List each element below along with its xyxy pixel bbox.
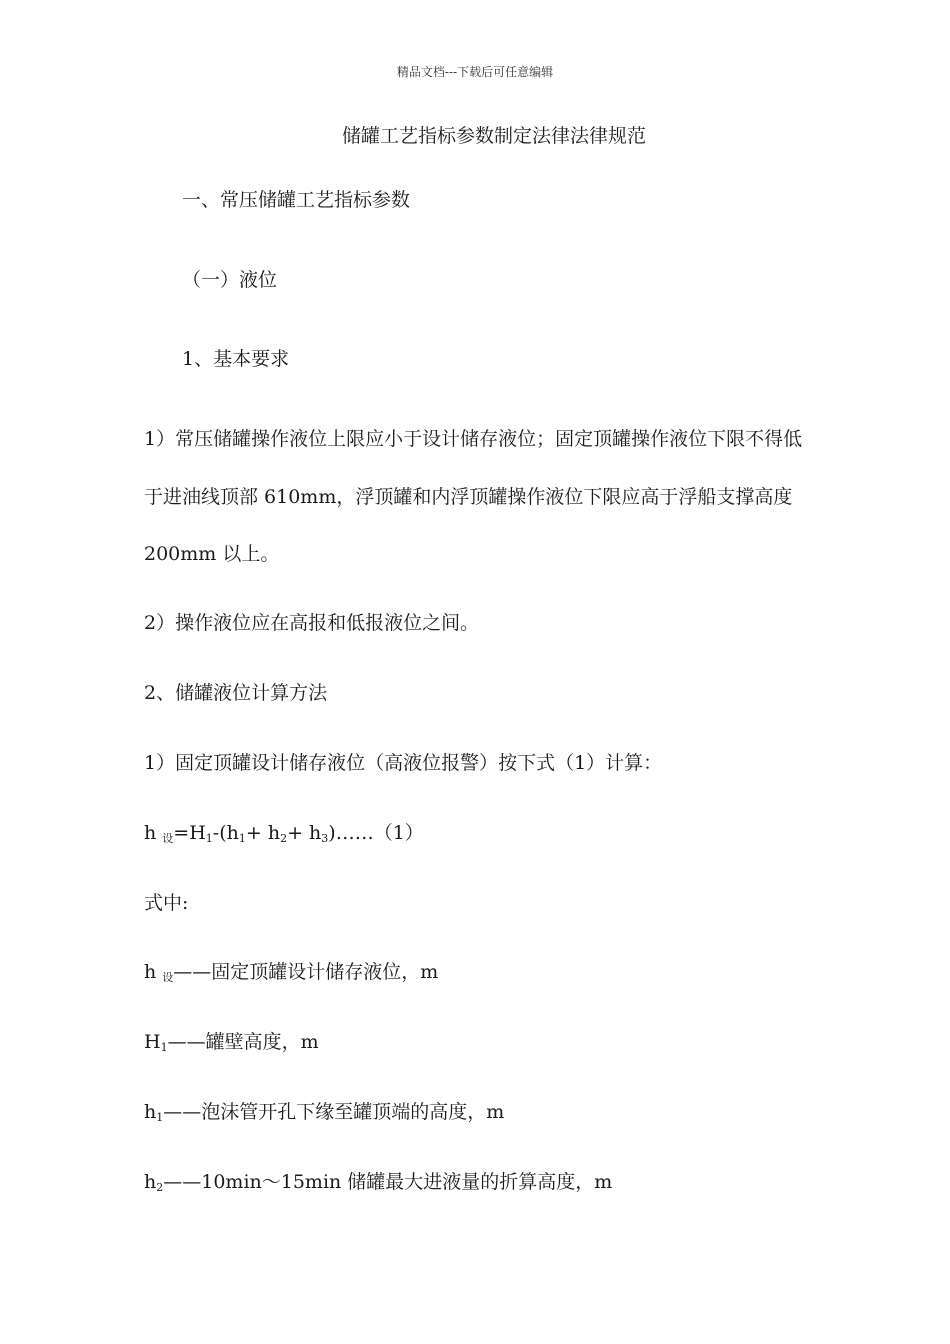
formula-subscript: 3 [321, 832, 329, 845]
paragraph-line: 于进油线顶部 610mm，浮顶罐和内浮顶罐操作液位下限应高于浮船支撑高度 [144, 486, 793, 508]
definition-text: ——泡沫管开孔下缘至罐顶端的高度，m [163, 1101, 505, 1123]
page-header: 精品文档---下载后可任意编辑 [396, 65, 554, 79]
formula-part: =H [173, 822, 206, 844]
formula-subscript: 1 [238, 832, 246, 845]
formula-subscript: 1 [205, 832, 213, 845]
paragraph: 1）固定顶罐设计储存液位（高液位报警）按下式（1）计算： [144, 752, 663, 774]
definition-line [144, 1100, 504, 1124]
definition-line [144, 1030, 319, 1054]
definition-symbol: h [144, 1171, 157, 1193]
definition-symbol: h [144, 1101, 157, 1123]
definition-text: ——固定顶罐设计储存液位，m [173, 961, 439, 983]
definition-subscript: 1 [156, 1111, 164, 1124]
where-label: 式中: [144, 892, 189, 914]
definition-line [144, 960, 438, 984]
paragraph: 2）操作液位应在高报和低报液位之间。 [144, 612, 480, 634]
item-heading-basic-requirements: 1、基本要求 [182, 348, 290, 370]
definition-line [144, 1170, 612, 1194]
section-heading: 一、常压储罐工艺指标参数 [182, 189, 411, 211]
formula-subscript: 设 [162, 832, 174, 845]
definition-symbol: H [144, 1031, 161, 1053]
formula-part: h [144, 822, 157, 844]
definition-text: ——10min～15min 储罐最大进液量的折算高度，m [163, 1171, 613, 1193]
formula-part: )……（1） [328, 822, 424, 844]
formula-part: + h [287, 822, 322, 844]
definition-symbol: h [144, 961, 157, 983]
subsection-heading: （一）液位 [182, 269, 278, 291]
definition-subscript: 2 [156, 1181, 164, 1194]
definition-subscript: 1 [160, 1041, 168, 1054]
definition-subscript: 设 [162, 971, 174, 984]
formula [144, 821, 424, 845]
formula-part: + h [245, 822, 281, 844]
formula-part: -(h [212, 822, 239, 844]
item-heading-calculation: 2、储罐液位计算方法 [144, 682, 328, 704]
paragraph-line: 1）常压储罐操作液位上限应小于设计储存液位；固定顶罐操作液位下限不得低 [144, 428, 803, 450]
definition-text: ——罐壁高度，m [167, 1031, 319, 1053]
paragraph-line: 200mm 以上。 [144, 543, 280, 565]
formula-subscript: 2 [280, 832, 288, 845]
document-title: 储罐工艺指标参数制定法律法律规范 [341, 125, 646, 147]
